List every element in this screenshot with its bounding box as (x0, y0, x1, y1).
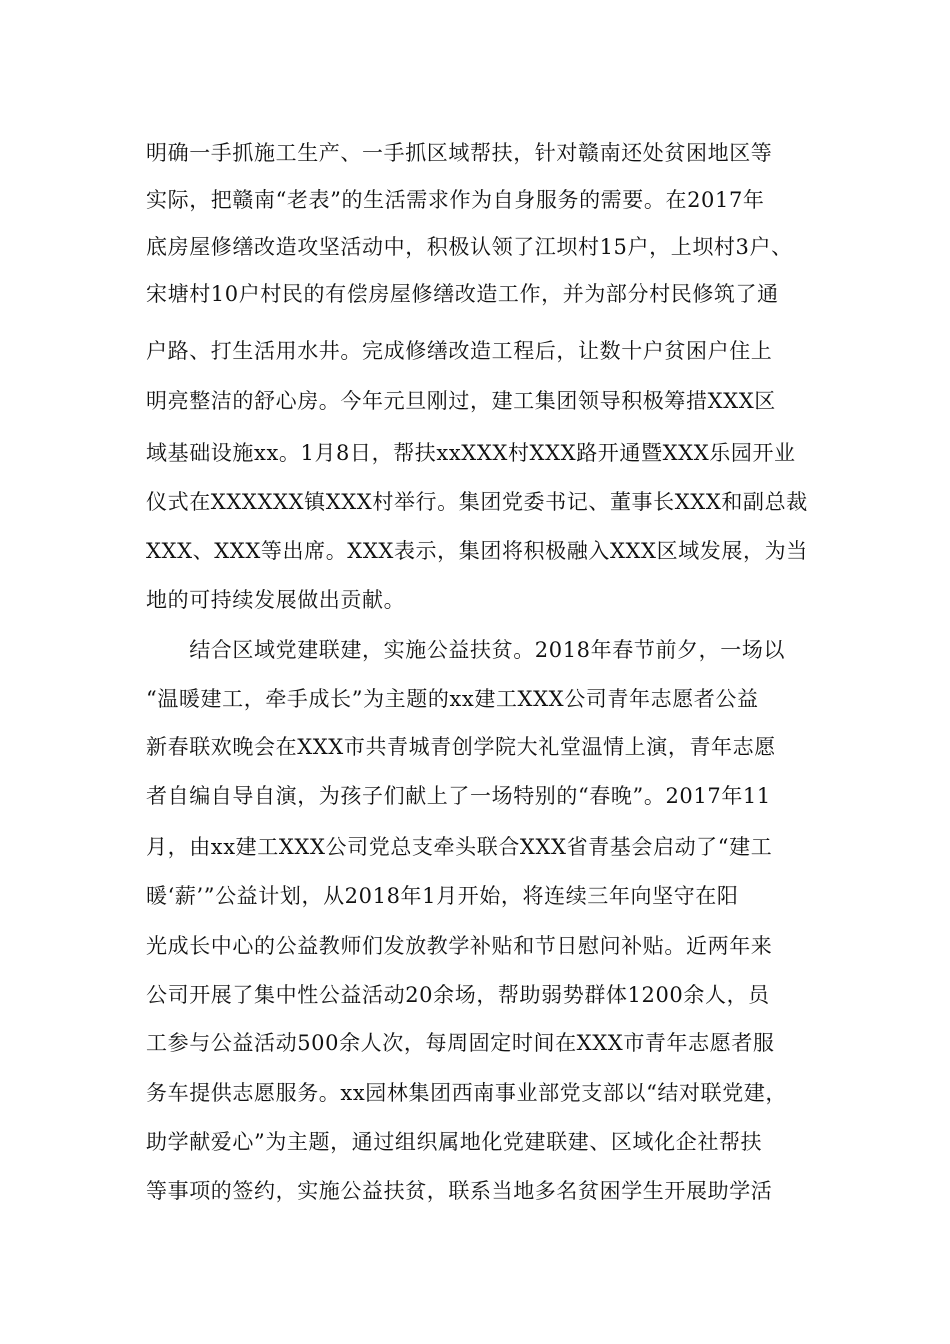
text-line: 地的可持续发展做出贡献。 (146, 588, 406, 612)
text-line: 新春联欢晚会在XXX市共青城青创学院大礼堂温情上演，青年志愿 (146, 735, 776, 759)
text-line: 明亮整洁的舒心房。今年元旦刚过，建工集团领导积极筹措XXX区 (146, 389, 776, 413)
text-line: 光成长中心的公益教师们发放教学补贴和节日慰问补贴。近两年来 (146, 934, 773, 958)
text-line: 助学献爱心”为主题，通过组织属地化党建联建、区域化企社帮扶 (146, 1130, 763, 1154)
text-line: “温暖建工，牵手成长”为主题的xx建工XXX公司青年志愿者公益 (146, 687, 759, 711)
text-line: 月，由xx建工XXX公司党总支牵头联合XXX省青基会启动了“建工 (146, 835, 773, 859)
text-line: 务车提供志愿服务。xx园林集团西南事业部党支部以“结对联党建， (146, 1081, 788, 1105)
text-line: 暖‘薪’”公益计划，从2018年1月开始，将连续三年向坚守在阳 (146, 884, 739, 908)
text-line: 底房屋修缮改造攻坚活动中，积极认领了江坝村15户，上坝村3户、 (146, 235, 793, 259)
text-line: 工参与公益活动500余人次，每周固定时间在XXX市青年志愿者服 (146, 1031, 775, 1055)
text-line: 明确一手抓施工生产、一手抓区域帮扶，针对赣南还处贫困地区等 (146, 141, 773, 165)
text-line: 域基础设施xx。1月8日，帮扶xxXXX村XXX路开通暨XXX乐园开业 (146, 441, 796, 465)
text-line: 户路、打生活用水井。完成修缮改造工程后，让数十户贫困户住上 (146, 339, 773, 363)
text-line: 公司开展了集中性公益活动20余场，帮助弱势群体1200余人，员 (146, 983, 770, 1007)
text-line: 者自编自导自演，为孩子们献上了一场特别的“春晚”。2017年11 (146, 784, 771, 808)
text-line: XXX、XXX等出席。XXX表示，集团将积极融入XXX区域发展，为当 (146, 539, 808, 563)
text-line: 宋塘村10户村民的有偿房屋修缮改造工作，并为部分村民修筑了通 (146, 282, 779, 306)
text-line: 等事项的签约，实施公益扶贫，联系当地多名贫困学生开展助学活 (146, 1179, 773, 1203)
paragraph-start-line: 结合区域党建联建，实施公益扶贫。2018年春节前夕，一场以 (146, 638, 786, 662)
text-line: 仪式在XXXXXX镇XXX村举行。集团党委书记、董事长XXX和副总裁 (146, 490, 808, 514)
text-line: 实际，把赣南“老表”的生活需求作为自身服务的需要。在2017年 (146, 188, 765, 212)
